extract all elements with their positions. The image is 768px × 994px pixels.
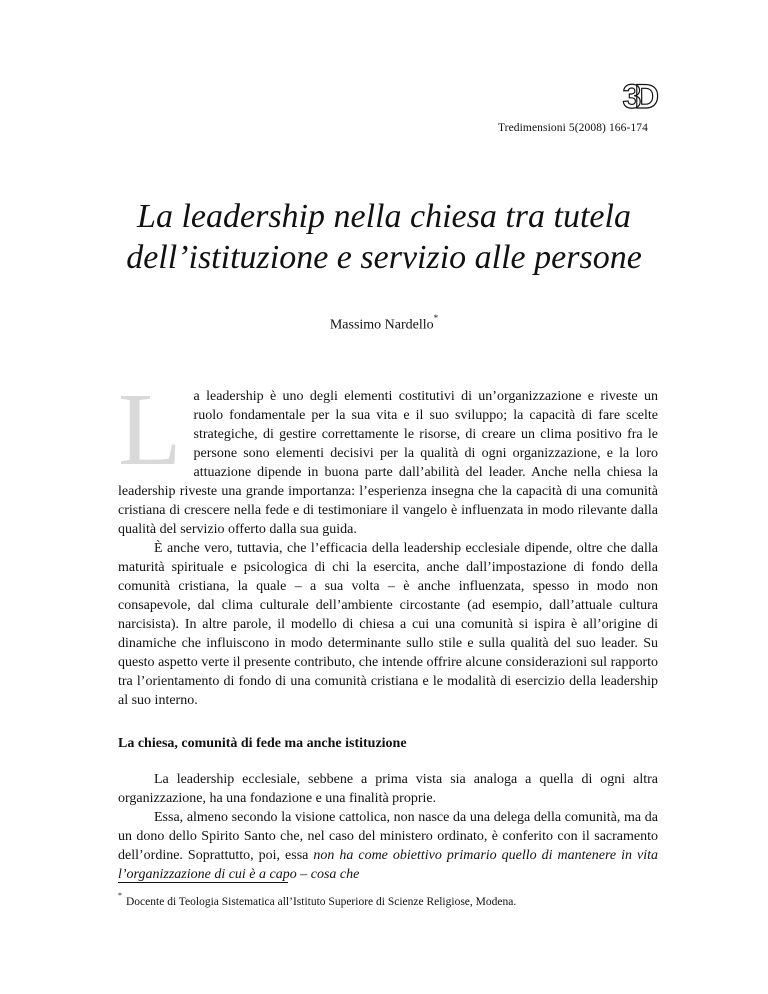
author-name: Massimo Nardello [329,317,434,333]
journal-logo: 3D [622,78,652,116]
intro-paragraph-2: È anche vero, tuttavia, che l’efficacia della leadership ecclesiale dipende, oltre che dalla maturità spirituale e psicologica di chi la esercita, anche dall’impostazione di fondo della comunità cristiana, la quale – a sua volta – è anche influenzata, spesso in modo non consapevole, dal clima culturale dell’ambiente circostante (ad esempio, dall’attuale cultura narcisista). In altre parole, il modello di chiesa a cui una comunità si ispira è all’origine di dinamiche che influiscono in modo determinante sullo stile e sulla qualità del suo leader. Su questo aspetto verte il presente contributo, che intende offrire alcune considerazioni sul rapporto tra l’orientamento di fondo di una comunità cristiana e le modalità di esercizio della leadership al suo interno. [118,541,658,708]
section-paragraph-1: La leadership ecclesiale, sebbene a prima vista sia analoga a quella di ogni altra organizzazione, ha una fondazione e una finalità proprie. [118,772,658,806]
author-line [0,315,768,334]
section-paragraph-2 [118,808,658,884]
footnote-divider [118,882,288,883]
drop-cap: L [118,372,182,487]
title-line-2: dell’istituzione e servizio alle persone [126,239,642,276]
section-paragraph-2-italic: non ha come obiettivo primario quello di mantenere in vita l’organizzazione di cui è a capo – cosa che [118,848,658,882]
journal-reference: Tredimensioni 5(2008) 166-174 [497,122,648,134]
section-paragraph-2-text: Essa, almeno secondo la visione cattolica, non nasce da una delega della comunità, ma da un dono dello Spirito Santo che, nel caso del ministero ordinato, è conferito con il sacramento dell’ordine. Soprattutto, poi, essa [118,810,658,863]
section-body [118,770,658,884]
footnote-mark: * [118,891,122,900]
footnote-text: Docente di Teologia Sistematica all’Istituto Superiore di Scienze Religiose, Modena. [126,895,517,908]
author-footnote-mark: * [433,313,439,323]
intro-section [118,372,658,710]
section-heading: La chiesa, comunità di fede ma anche istituzione [118,736,407,751]
footnote [118,893,516,908]
intro-paragraph-1 [118,372,658,539]
intro-paragraph-1-text: a leadership è uno degli elementi costitutivi di un’organizzazione e riveste un ruolo fondamentale per la sua vita e il suo sviluppo; la capacità di fare scelte strategiche, di gestire correttamente le risorse, di creare un clima positivo fra le persone sono elementi decisivi per la qualità di ogni organizzazione, e la loro attuazione dipende in buona parte dall’abilità del leader. Anche nella chiesa la leadership riveste una grande importanza: l’esperienza insegna che la capacità di una comunità cristiana di crescere nella fede e di testimoniare il vangelo è influenzata in modo rilevante dalla qualità del servizio offerto dalla sua guida. [118,389,658,537]
title-line-1: La leadership nella chiesa tra tutela [137,198,631,235]
article-title [0,196,768,278]
